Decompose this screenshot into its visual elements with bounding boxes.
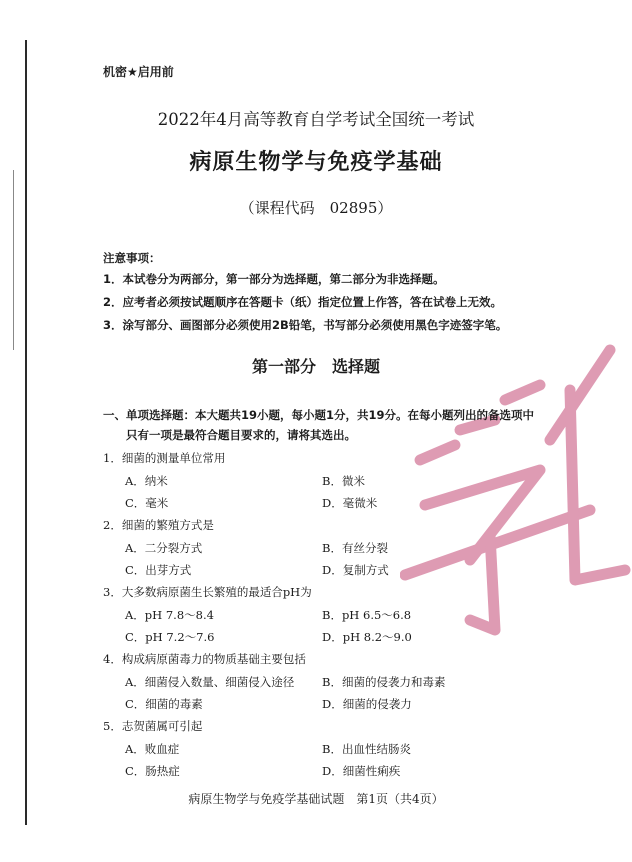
option-c: C．毫米 <box>125 496 169 510</box>
option-c: C．pH 7.2～7.6 <box>125 630 215 644</box>
confidential-label: 机密★启用前 <box>103 65 174 79</box>
option-b: B．pH 6.5～6.8 <box>322 608 412 622</box>
option-a: A．细菌侵入数量、细菌侵入途径 <box>125 675 295 689</box>
subject-title: 病原生物学与免疫学基础 <box>189 150 443 175</box>
watermark-stamp <box>400 330 632 660</box>
option-c: C．细菌的毒素 <box>125 697 203 711</box>
option-b: B．微米 <box>322 474 365 488</box>
section-instructions: 一、单项选择题：本大题共19小题，每小题1分，共19分。在每小题列出的备选项中 <box>103 408 535 422</box>
option-b: B．细菌的侵袭力和毒素 <box>322 675 446 689</box>
part-title: 第一部分 选择题 <box>251 357 380 376</box>
question-stem: 5．志贺菌属可引起 <box>103 719 203 733</box>
notice-heading: 注意事项： <box>103 251 161 265</box>
option-d: D．细菌性痢疾 <box>322 764 401 778</box>
option-c: C．出芽方式 <box>125 563 192 577</box>
option-d: D．细菌的侵袭力 <box>322 697 412 711</box>
notice-item: 3．涂写部分、画图部分必须使用2B铅笔，书写部分必须使用黑色字迹签字笔。 <box>103 318 508 332</box>
question-stem: 2．细菌的繁殖方式是 <box>103 518 214 532</box>
option-a: A．二分裂方式 <box>125 541 203 555</box>
option-a: A．败血症 <box>125 742 180 756</box>
option-a: A．pH 7.8～8.4 <box>125 608 214 622</box>
option-d: D．复制方式 <box>322 563 389 577</box>
notice-item: 1．本试卷分为两部分，第一部分为选择题，第二部分为非选择题。 <box>103 272 445 286</box>
option-c: C．肠热症 <box>125 764 180 778</box>
section-instructions-cont: 只有一项是最符合题目要求的，请将其选出。 <box>126 428 356 442</box>
option-b: B．出血性结肠炎 <box>322 742 411 756</box>
option-a: A．纳米 <box>125 474 168 488</box>
question-stem: 4．构成病原菌毒力的物质基础主要包括 <box>103 652 306 666</box>
option-d: D．pH 8.2～9.0 <box>322 630 412 644</box>
page-footer: 病原生物学与免疫学基础试题 第1页（共4页） <box>188 792 444 806</box>
course-code: （课程代码 02895） <box>239 199 393 217</box>
option-d: D．毫微米 <box>322 496 378 510</box>
question-stem: 1．细菌的测量单位常用 <box>103 451 226 465</box>
option-b: B．有丝分裂 <box>322 541 388 555</box>
question-stem: 3．大多数病原菌生长繁殖的最适合pH为 <box>103 585 312 599</box>
notice-item: 2．应考者必须按试题顺序在答题卡（纸）指定位置上作答，答在试卷上无效。 <box>103 295 502 309</box>
exam-title: 2022年4月高等教育自学考试全国统一考试 <box>157 110 475 129</box>
